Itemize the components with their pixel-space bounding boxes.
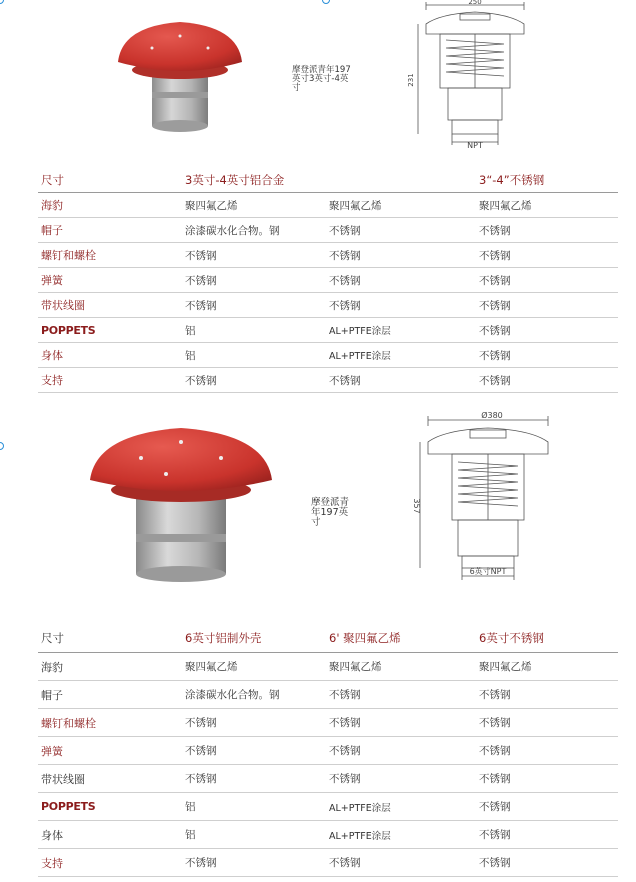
header-cell: 尺寸 [41, 173, 64, 187]
cell-value: 聚四氟乙烯 [479, 199, 532, 212]
table-row [38, 193, 618, 218]
header-cell: 6' 聚四氟乙烯 [329, 631, 401, 645]
cell-value: AL+PTFE涂层 [329, 351, 391, 362]
table-row [38, 243, 618, 268]
table-row [38, 343, 618, 368]
header-cell: 6英寸不锈钢 [479, 631, 544, 645]
cell-value: 不锈钢 [479, 324, 511, 337]
row-label: 支持 [41, 374, 63, 387]
cell-value: 不锈钢 [185, 745, 217, 757]
cell-value: 铝 [185, 801, 196, 813]
cell-value: 不锈钢 [329, 857, 361, 869]
vent-valve-drawing-large [400, 408, 575, 584]
cell-value: 铝 [185, 349, 196, 362]
table-row [38, 653, 618, 681]
table-row [38, 849, 618, 877]
drawing-bottom-label: NPT [467, 141, 483, 150]
cell-value: 不锈钢 [185, 274, 217, 287]
cell-value: 不锈钢 [329, 689, 361, 701]
drawing-width-label: 250 [468, 0, 482, 6]
cell-value: 不锈钢 [329, 717, 361, 729]
cell-value: AL+PTFE涂层 [329, 802, 391, 814]
cell-value: 聚四氟乙烯 [329, 661, 382, 673]
cell-value: 不锈钢 [479, 224, 511, 237]
cell-value: 不锈钢 [185, 717, 217, 729]
row-label: 身体 [41, 349, 63, 362]
vent-valve-drawing-small [400, 0, 550, 152]
vent-valve-photo-large [86, 424, 276, 584]
drawing-height-label: 231 [407, 73, 415, 87]
cell-value: 涂漆碳水化合物。钢 [185, 224, 280, 237]
cell-value: 不锈钢 [479, 773, 511, 785]
table-row [38, 821, 618, 849]
cell-value: 不锈钢 [329, 224, 361, 237]
row-label: 帽子 [41, 224, 63, 237]
row-label: 身体 [41, 828, 63, 842]
cell-value: 不锈钢 [329, 374, 361, 387]
row-label: 弹簧 [41, 744, 63, 758]
table-row [38, 218, 618, 243]
cell-value: 不锈钢 [479, 857, 511, 869]
table-row [38, 368, 618, 393]
cell-value: 不锈钢 [185, 249, 217, 262]
header-cell: 3英寸-4英寸铝合金 [185, 173, 285, 187]
spec-table-1 [38, 168, 618, 393]
cell-value: 不锈钢 [329, 249, 361, 262]
cell-value: 铝 [185, 324, 196, 337]
cell-value: 不锈钢 [479, 374, 511, 387]
cell-value: 不锈钢 [479, 689, 511, 701]
cell-value: 聚四氟乙烯 [185, 661, 238, 673]
cell-value: 铝 [185, 829, 196, 841]
row-label: POPPETS [41, 800, 96, 813]
cell-value: 不锈钢 [329, 745, 361, 757]
product-caption: 摩登派青年197 英寸3英寸-4英 寸 [292, 65, 351, 93]
table-row [38, 293, 618, 318]
cell-value: 不锈钢 [185, 773, 217, 785]
product-caption: 摩登派青 年197英 寸 [311, 497, 350, 528]
row-label: POPPETS [41, 323, 96, 337]
row-label: 螺钉和螺栓 [41, 716, 96, 730]
cell-value: 不锈钢 [329, 274, 361, 287]
cell-value: 不锈钢 [479, 717, 511, 729]
selection-handle-icon[interactable] [322, 0, 330, 4]
cell-value: AL+PTFE涂层 [329, 830, 391, 842]
table-header-row [38, 168, 618, 193]
row-label: 海豹 [41, 660, 63, 674]
cell-value: 不锈钢 [479, 249, 511, 262]
table-row [38, 793, 618, 821]
cell-value: AL+PTFE涂层 [329, 326, 391, 337]
cell-value: 不锈钢 [479, 745, 511, 757]
spec-table-2 [38, 624, 618, 877]
drawing-height-label: 357 [412, 498, 421, 514]
cell-value: 不锈钢 [185, 299, 217, 312]
header-cell: 3“-4”不锈钢 [479, 173, 545, 187]
table-row [38, 268, 618, 293]
cell-value: 不锈钢 [329, 299, 361, 312]
row-label: 帽子 [41, 688, 63, 702]
row-label: 支持 [41, 856, 63, 870]
table-row [38, 681, 618, 709]
table-header-row [38, 624, 618, 653]
cell-value: 不锈钢 [479, 274, 511, 287]
row-label: 海豹 [41, 199, 63, 212]
vent-valve-photo-small [110, 14, 245, 136]
cell-value: 不锈钢 [329, 773, 361, 785]
cell-value: 聚四氟乙烯 [185, 199, 238, 212]
cell-value: 不锈钢 [185, 374, 217, 387]
row-label: 带状线圈 [41, 772, 85, 786]
header-cell: 6英寸铝制外壳 [185, 631, 262, 645]
selection-handle-icon[interactable] [0, 442, 4, 450]
table-row [38, 737, 618, 765]
cell-value: 涂漆碳水化合物。钢 [185, 689, 280, 701]
cell-value: 不锈钢 [185, 857, 217, 869]
cell-value: 不锈钢 [479, 299, 511, 312]
selection-handle-icon[interactable] [0, 0, 4, 4]
drawing-bottom-label: 6英寸NPT [469, 567, 507, 576]
table-row [38, 709, 618, 737]
cell-value: 聚四氟乙烯 [479, 661, 532, 673]
table-row [38, 765, 618, 793]
row-label: 螺钉和螺栓 [41, 249, 96, 262]
header-cell: 尺寸 [41, 631, 64, 645]
cell-value: 不锈钢 [479, 829, 511, 841]
table-row [38, 318, 618, 343]
cell-value: 不锈钢 [479, 801, 511, 813]
cell-value: 不锈钢 [479, 349, 511, 362]
drawing-width-label: Ø380 [481, 411, 503, 420]
cell-value: 聚四氟乙烯 [329, 199, 382, 212]
row-label: 带状线圈 [41, 299, 85, 312]
row-label: 弹簧 [41, 274, 63, 287]
